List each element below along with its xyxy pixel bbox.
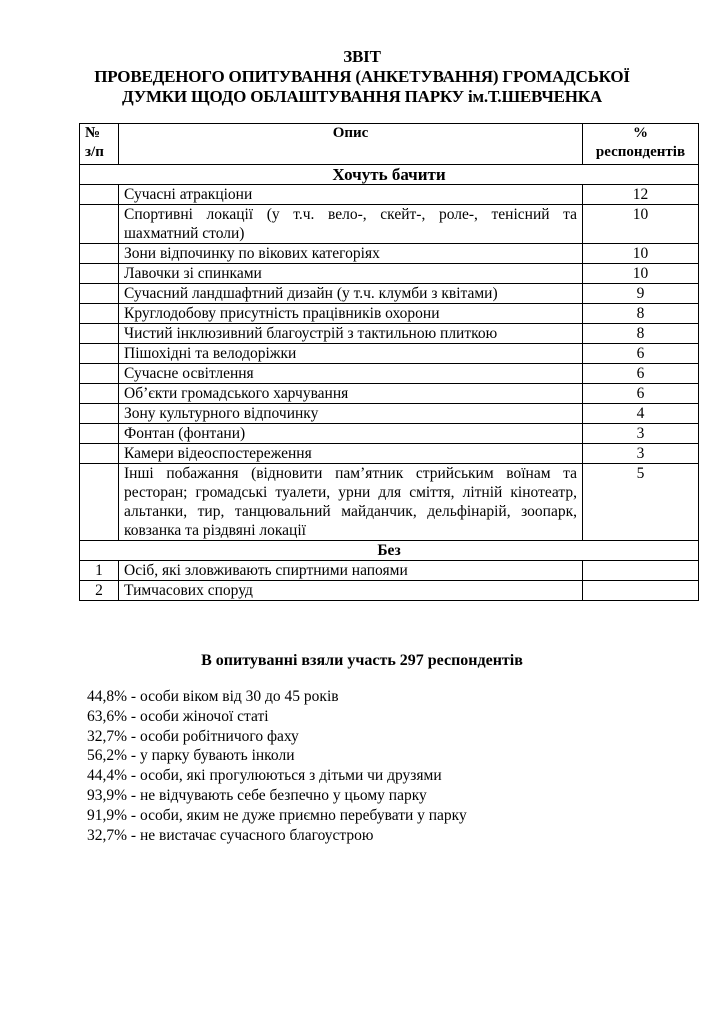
table-row (80, 364, 699, 384)
table-row (80, 304, 699, 324)
table-header-row (80, 124, 699, 165)
row-number (80, 304, 119, 324)
row-percent (583, 561, 699, 581)
row-number (80, 464, 119, 541)
table-row (80, 185, 699, 205)
row-description: Лавочки зі спинками (119, 264, 583, 284)
section-heading-want-to-see: Хочуть бачити (80, 165, 699, 185)
column-header-number (80, 124, 119, 165)
row-number: 1 (80, 561, 119, 581)
row-percent: 8 (583, 304, 699, 324)
section-heading-without: Без (80, 541, 699, 561)
respondents-label: респондентів (595, 144, 686, 160)
title-line-3: ДУМКИ ЩОДО ОБЛАШТУВАННЯ ПАРКУ ім.Т.ШЕВЧЕНКА (121, 87, 602, 106)
row-number (80, 244, 119, 264)
table-row (80, 344, 699, 364)
row-description: Круглодобову присутність працівників охорони (119, 304, 583, 324)
row-number (80, 284, 119, 304)
table-row (80, 464, 699, 541)
table-row (80, 205, 699, 244)
title-line-1: ЗВІТ (343, 47, 381, 66)
row-number (80, 185, 119, 205)
table-row (80, 324, 699, 344)
table-row (80, 561, 699, 581)
stat-item: 56,2% - у парку бувають інколи (87, 747, 295, 765)
participants-summary: В опитуванні взяли участь 297 респондентів (201, 652, 523, 669)
row-percent: 9 (583, 284, 699, 304)
row-description: Зони відпочинку по вікових категоріях (119, 244, 583, 264)
stat-item: 44,4% - особи, які прогулюються з дітьми чи друзями (87, 767, 442, 785)
row-number: 2 (80, 581, 119, 601)
row-number (80, 344, 119, 364)
row-description: Чистий інклюзивний благоустрій з тактильною плиткою (119, 324, 583, 344)
section-row-without (80, 541, 699, 561)
row-description: Тимчасових споруд (119, 581, 583, 601)
percent-sign: % (633, 125, 648, 141)
row-number (80, 424, 119, 444)
table-row (80, 444, 699, 464)
row-description: Пішохідні та велодоріжки (119, 344, 583, 364)
row-description: Фонтан (фонтани) (119, 424, 583, 444)
row-description: Об’єкти громадського харчування (119, 384, 583, 404)
table-row (80, 284, 699, 304)
row-percent: 6 (583, 344, 699, 364)
row-percent: 8 (583, 324, 699, 344)
statistics-list (87, 687, 467, 845)
row-percent: 3 (583, 424, 699, 444)
row-percent: 10 (583, 205, 699, 244)
row-number (80, 205, 119, 244)
stat-item: 32,7% - не вистачає сучасного благоустрою (87, 826, 374, 844)
row-percent: 5 (583, 464, 699, 541)
row-description: Сучасний ландшафтний дизайн (у т.ч. клумби з квітами) (119, 284, 583, 304)
row-description: Осіб, які зловживають спиртними напоями (119, 561, 583, 581)
title-line-2: ПРОВЕДЕНОГО ОПИТУВАННЯ (АНКЕТУВАННЯ) ГРОМАДСЬКОЇ (94, 67, 630, 86)
row-description: Зону культурного відпочинку (119, 404, 583, 424)
row-percent (583, 581, 699, 601)
row-description: Спортивні локації (у т.ч. вело-, скейт-, роле-, тенісний та шахматний столи) (119, 205, 583, 244)
row-number (80, 404, 119, 424)
row-percent: 6 (583, 384, 699, 404)
stat-item: 93,9% - не відчувають себе безпечно у цьому парку (87, 786, 427, 804)
row-number (80, 324, 119, 344)
survey-table (79, 123, 699, 601)
stat-item: 32,7% - особи робітничого фаху (87, 727, 299, 745)
row-number (80, 364, 119, 384)
number-sign: № (85, 125, 101, 141)
row-number (80, 444, 119, 464)
table-row (80, 581, 699, 601)
row-description: Сучасне освітлення (119, 364, 583, 384)
column-header-description: Опис (119, 124, 583, 165)
row-percent: 10 (583, 244, 699, 264)
row-description: Сучасні атракціони (119, 185, 583, 205)
row-percent: 3 (583, 444, 699, 464)
column-header-percent (583, 124, 699, 165)
stat-item: 63,6% - особи жіночої статі (87, 707, 269, 725)
row-percent: 6 (583, 364, 699, 384)
stat-item: 91,9% - особи, яким не дуже приємно перебувати у парку (87, 806, 467, 824)
ordinal-label: з/п (85, 144, 104, 160)
row-percent: 10 (583, 264, 699, 284)
row-description: Інші побажання (відновити пам’ятник стрийським воїнам та ресторан; громадські туалети, урни для сміття, літній кінотеатр, альтанки, тир, танцювальний майданчик, дельфінарій, зоопарк, ковзанка та різдвяні локації (119, 464, 583, 541)
table-row (80, 384, 699, 404)
report-title (0, 47, 724, 107)
table-row (80, 424, 699, 444)
table-row (80, 404, 699, 424)
row-percent: 4 (583, 404, 699, 424)
row-description: Камери відеоспостереження (119, 444, 583, 464)
row-number (80, 384, 119, 404)
table-row (80, 264, 699, 284)
stat-item: 44,8% - особи віком від 30 до 45 років (87, 688, 339, 705)
table-row (80, 244, 699, 264)
row-percent: 12 (583, 185, 699, 205)
section-row-want (80, 165, 699, 185)
row-number (80, 264, 119, 284)
